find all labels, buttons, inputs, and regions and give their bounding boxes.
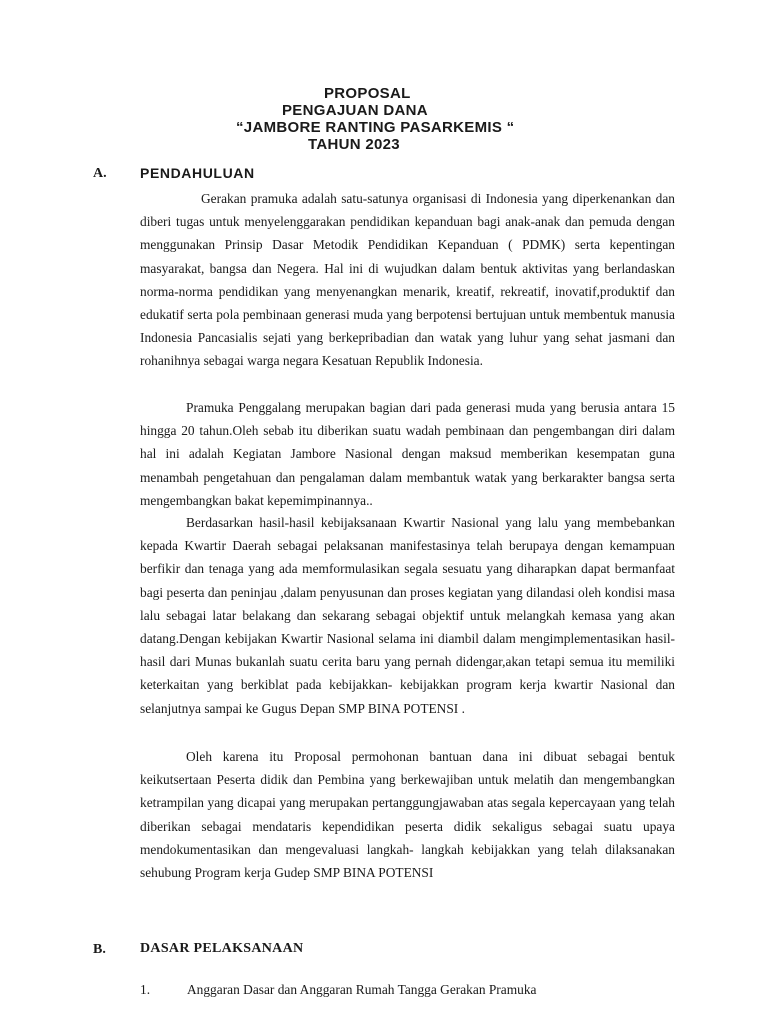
event-name: “JAMBORE RANTING PASARKEMIS “ [236, 119, 515, 136]
paragraph: Pramuka Penggalang merupakan bagian dari pada generasi muda yang berusia antara 15 hingga 20 tahun.Oleh sebab itu diberikan suatu wadah pembinaan dan pengembangan diri dalam hal ini adalah Kegiatan Jambore Nasional dengan maksud memberikan kesempatan guna menambah pengetahuan dan pengalaman dalam membantuk watak yang berkarakter bangsa serta mengembangkan bakat kepemimpinannya.. [140, 400, 675, 508]
proposal-subtitle: PENGAJUAN DANA [282, 102, 428, 119]
section-b-heading: DASAR PELAKSANAAN [140, 941, 304, 956]
section-a-heading: PENDAHULUAN [140, 165, 255, 181]
paragraph: Oleh karena itu Proposal permohonan bantuan dana ini dibuat sebagai bentuk keikutsertaan Peserta didik dan Pembina yang berkewajiban untuk melatih dan mengembangkan ketrampilan yang dicapai yang merupakan pertanggungjawaban atas segala kepercayaan yang telah diberikan sebagai mendataris kependidikan peserta didik sekaligus sebagai suatu upaya mendokumentasikan dan mengevaluasi langkah- langkah kebijakkan yang telah dilaksanakan sehubung Program kerja Gudep SMP BINA POTENSI [140, 749, 675, 881]
event-year: TAHUN 2023 [308, 136, 400, 153]
paragraph: Gerakan pramuka adalah satu-satunya organisasi di Indonesia yang diperkenankan dan diberi tugas untuk menyelenggarakan pendidikan kepanduan bagi anak-anak dan pemuda dengan menggunakan Prinsip Dasar Metodik Pendidikan Kepanduan ( PDMK) serta kepentingan masyarakat, bangsa dan Negera. Hal ini di wujudkan dalam bentuk aktivitas yang berlandaskan norma-norma pendidikan yang menyenangkan menarik, kreatif, rekreatif, inovatif,produktif dan edukatif serta pola pembinaan generasi muda yang berpotensi bertujuan untuk membentuk manusia Indonesia Pancasialis sejati yang berkepribadian dan watak yang luhur yang sehat jasmani dan rohanihnya sebagai warga negara Kesatuan Republik Indonesia. [140, 191, 675, 369]
list-item-text: Anggaran Dasar dan Anggaran Rumah Tangga Gerakan Pramuka [187, 982, 537, 997]
section-b-letter: B. [93, 942, 106, 957]
paragraph: Berdasarkan hasil-hasil kebijaksanaan Kwartir Nasional yang lalu yang membebankan kepada Kwartir Daerah sebagai pelaksanan manifestasinya telah berupaya dengan kemampuan berfikir dan tenaga yang ada memformulasikan segala sesuatu yang diharapkan dapat bermanfaat bagi peserta dan peninjau ,dalam penyusunan dan proses kegiatan yang dilandasi oleh kondisi masa lalu sebagai latar belakang dan sekarang sebagai objektif untuk melangkah kemasa yang akan datang.Dengan kebijakan Kwartir Nasional selama ini diambil dalam mengimplementasikan hasil-hasil dari Munas bukanlah suatu cerita baru yang pernah didengar,akan tetapi semua itu memiliki keterkaitan yang berkiblat pada kebijakkan- kebijakkan program kerja kwartir Nasional dan selanjutnya sampai ke Gugus Depan SMP BINA POTENSI . [140, 515, 675, 716]
section-a-letter: A. [93, 166, 107, 181]
proposal-title: PROPOSAL [324, 85, 411, 102]
list-item-number: 1. [140, 982, 151, 997]
